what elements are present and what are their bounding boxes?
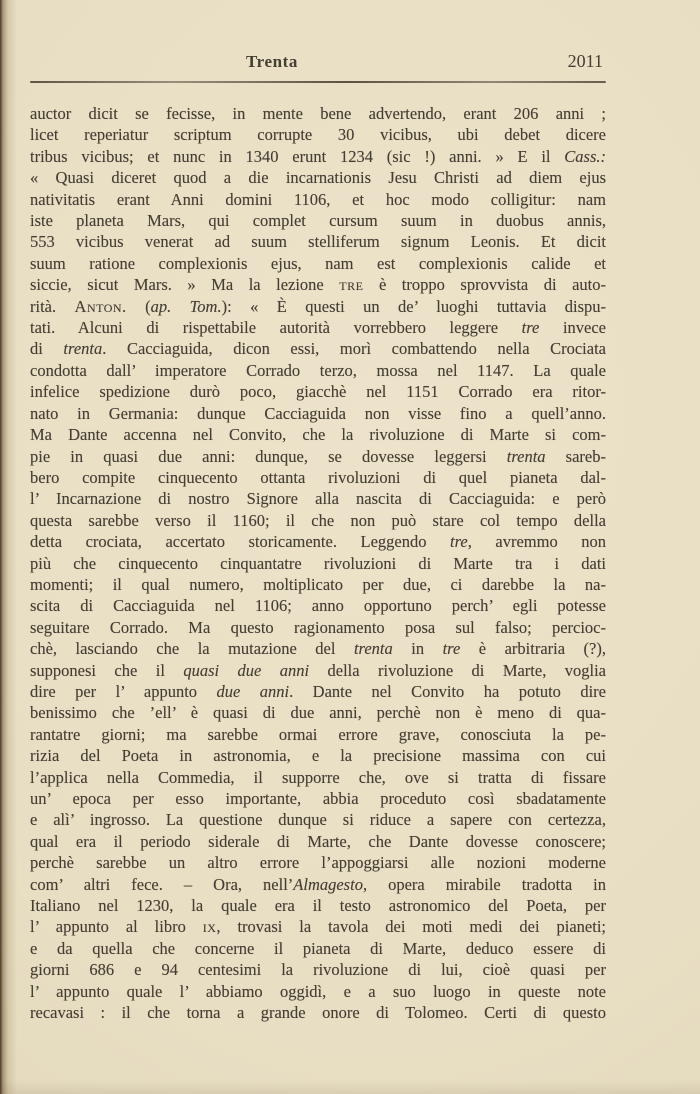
- text-line: [30, 959, 606, 980]
- text-line: [30, 638, 606, 659]
- text-segment: questa sarebbe verso il 1160; il che non può stare col tempo della: [30, 510, 606, 530]
- text-line: [30, 724, 606, 745]
- text-segment: è arbitraria (?),: [460, 639, 606, 659]
- text-segment: (: [126, 296, 151, 316]
- text-line: [30, 788, 606, 809]
- text-segment: della rivoluzione di Marte, voglia: [309, 660, 606, 680]
- text-line: [30, 274, 606, 295]
- text-segment: in: [392, 639, 443, 659]
- text-segment: ap. Tom.: [150, 296, 222, 316]
- running-head: [30, 51, 603, 75]
- text-segment: rità.: [30, 296, 75, 316]
- text-segment: auctor dicit se fecisse, in mente bene advertendo, erant 206 anni ;: [30, 104, 606, 123]
- text-line: [30, 210, 606, 231]
- text-segment: tre: [442, 639, 461, 659]
- text-line: [30, 403, 606, 424]
- text-segment: tati. Alcuni di rispettabile autorità vorrebbero leggere: [30, 318, 522, 338]
- text-segment: tre: [450, 532, 468, 552]
- text-segment: « Quasi diceret quod a die incarnationis Jesu Christi ad diem ejus: [30, 168, 606, 188]
- text-segment: , avremmo non: [467, 532, 606, 552]
- text-segment: Almagesto: [293, 874, 363, 894]
- text-segment: ): « È questi un de’ luoghi tuttavia dispu-: [221, 296, 606, 316]
- text-line: [30, 852, 606, 873]
- text-segment: pie in quasi due anni: dunque, se dovesse leggersi: [30, 446, 507, 466]
- text-segment: com’ altri fece. – Ora, nell’: [30, 874, 294, 894]
- text-line: [30, 124, 606, 145]
- text-line: [30, 681, 606, 702]
- text-segment: un’ epoca per esso importante, abbia proceduto così sbadatamente: [30, 789, 606, 808]
- text-segment: quasi due anni: [183, 660, 310, 680]
- text-line: [30, 809, 606, 830]
- text-line: [30, 595, 606, 616]
- text-segment: l’ appunto al libro: [30, 917, 203, 937]
- text-segment: l’applica nella Commedia, il supporre che, ove si tratta di fissare: [30, 767, 606, 787]
- text-segment: tribus vicibus; et nunc in 1340 erunt 1234 (sic !) anni. » E il: [30, 146, 565, 166]
- text-segment: seguitare Corrado. Ma questo ragionamento posa sul falso; percioc-: [30, 617, 606, 637]
- text-segment: Cass.:: [564, 146, 606, 166]
- text-segment: è troppo sprovvista di auto-: [363, 275, 606, 295]
- text-segment: e alì’ ingrosso. La questione dunque si riduce a sapere con certezza,: [30, 810, 606, 830]
- text-segment: infelice spedizione durò poco, giacchè nel 1151 Corrado era ritor-: [30, 382, 606, 402]
- page-edge-shadow: [0, 0, 18, 1094]
- text-line: [30, 938, 606, 959]
- text-line: [30, 253, 606, 274]
- text-line: [30, 745, 606, 766]
- text-line: [30, 189, 606, 210]
- text-segment: recavasi : il che torna a grande onore di Tolomeo. Certi di questo: [30, 1003, 606, 1023]
- text-segment: e da quella che concerne il pianeta di Marte, deduco essere di: [30, 938, 606, 958]
- text-segment: perchè sarebbe un altro errore l’appoggiarsi alle nozioni moderne: [30, 853, 606, 873]
- text-segment: suum ratione complexionis ejus, nam est complexionis calide et: [30, 253, 606, 273]
- text-block: [30, 103, 606, 1023]
- text-segment: trenta: [353, 639, 393, 659]
- text-segment: , opera mirabile tradotta in: [362, 874, 606, 894]
- text-line: [30, 831, 606, 852]
- text-segment: Anton.: [74, 296, 127, 316]
- text-segment: bero compite cinquecento ottanta rivoluzioni di quel pianeta dal-: [30, 467, 606, 487]
- text-line: [30, 296, 606, 317]
- text-line: [30, 1002, 606, 1023]
- text-segment: . Dante nel Convito ha potuto dire: [289, 681, 606, 701]
- text-line: [30, 424, 606, 445]
- text-line: [30, 167, 606, 188]
- text-segment: momenti; il qual numero, moltiplicato per due, ci darebbe la na-: [30, 574, 606, 594]
- text-segment: benissimo che ’ell’ è quasi di due anni, perchè non è meno di qua-: [30, 703, 606, 723]
- page-bottom-shade: [0, 1080, 700, 1094]
- text-line: [30, 146, 606, 167]
- header-rule: [30, 81, 606, 83]
- text-line: [30, 338, 606, 359]
- text-segment: qual era il periodo siderale di Marte, che Dante dovesse conoscere;: [30, 831, 606, 851]
- text-segment: detta crociata, accertato storicamente. Leggendo: [30, 532, 451, 552]
- text-segment: siccie, sicut Mars. » Ma la lezione: [30, 275, 340, 295]
- text-segment: giorni 686 e 94 centesimi la rivoluzione di lui, cioè quasi per: [30, 960, 606, 980]
- text-segment: invece: [539, 318, 606, 338]
- text-segment: più che cinquecento cinquantatre rivoluzioni di Marte tra i dati: [30, 553, 606, 573]
- page-number: 2011: [567, 51, 603, 71]
- text-segment: trenta: [506, 446, 546, 466]
- text-line: [30, 874, 606, 895]
- text-line: [30, 531, 606, 552]
- text-line: [30, 574, 606, 595]
- text-segment: ix: [202, 917, 217, 937]
- text-segment: Ma Dante accenna nel Convito, che la rivoluzione di Marte si com-: [30, 425, 606, 445]
- text-segment: . Cacciaguida, dicon essi, morì combattendo nella Crociata: [102, 339, 606, 359]
- text-line: [30, 360, 606, 381]
- text-segment: , trovasi la tavola dei moti medi dei pianeti;: [216, 917, 606, 937]
- text-segment: 553 vicibus venerat ad suum stelliferum signum Leonis. Et dicit: [30, 232, 606, 252]
- text-line: [30, 510, 606, 531]
- text-segment: Italiano nel 1230, la quale era il testo astronomico del Poeta, per: [30, 896, 606, 916]
- text-line: [30, 660, 606, 681]
- text-segment: di: [30, 339, 64, 359]
- text-segment: rizia del Poeta in astronomia, e la precisione massima con cui: [30, 746, 606, 766]
- text-line: [30, 446, 606, 467]
- text-segment: trenta: [63, 339, 103, 359]
- text-line: [30, 702, 606, 723]
- text-line: [30, 103, 606, 124]
- text-segment: scita di Cacciaguida nel 1106; anno opportuno perch’ egli potesse: [30, 596, 606, 616]
- text-line: [30, 488, 606, 509]
- text-line: [30, 617, 606, 638]
- text-segment: sareb-: [545, 446, 606, 466]
- text-segment: l’ appunto quale l’ abbiamo oggidì, e a suo luogo in queste note: [30, 981, 606, 1001]
- text-line: [30, 916, 606, 937]
- text-line: [30, 231, 606, 252]
- text-line: [30, 981, 606, 1002]
- text-segment: condotta dall’ imperatore Corrado terzo, mossa nel 1147. La quale: [30, 360, 606, 380]
- text-segment: nativitatis erant Anni domini 1106, et hoc modo colligitur: nam: [30, 189, 606, 209]
- text-line: [30, 381, 606, 402]
- text-segment: nato in Germania: dunque Cacciaguida non visse fino a quell’anno.: [30, 403, 606, 423]
- text-line: [30, 767, 606, 788]
- text-segment: l’ Incarnazione di nostro Signore alla nascita di Cacciaguida: e però: [30, 489, 606, 509]
- text-segment: licet reperiatur scriptum corrupte 30 vicibus, ubi debet dicere: [30, 125, 606, 145]
- text-line: [30, 467, 606, 488]
- text-segment: supponesi che il: [30, 660, 184, 680]
- text-segment: tre: [521, 318, 540, 338]
- page-header-title: Trenta: [245, 52, 299, 71]
- text-line: [30, 895, 606, 916]
- text-segment: chè, lasciando che la mutazione del: [30, 639, 354, 659]
- text-segment: dire per l’ appunto: [30, 681, 217, 701]
- text-segment: iste planeta Mars, qui complet cursum suum in duobus annis,: [30, 211, 606, 231]
- text-segment: tre: [339, 275, 364, 295]
- text-segment: due anni: [216, 681, 290, 701]
- text-line: [30, 317, 606, 338]
- text-line: [30, 553, 606, 574]
- text-segment: rantatre giorni; ma sarebbe ormai errore grave, conosciuta la pe-: [30, 724, 606, 744]
